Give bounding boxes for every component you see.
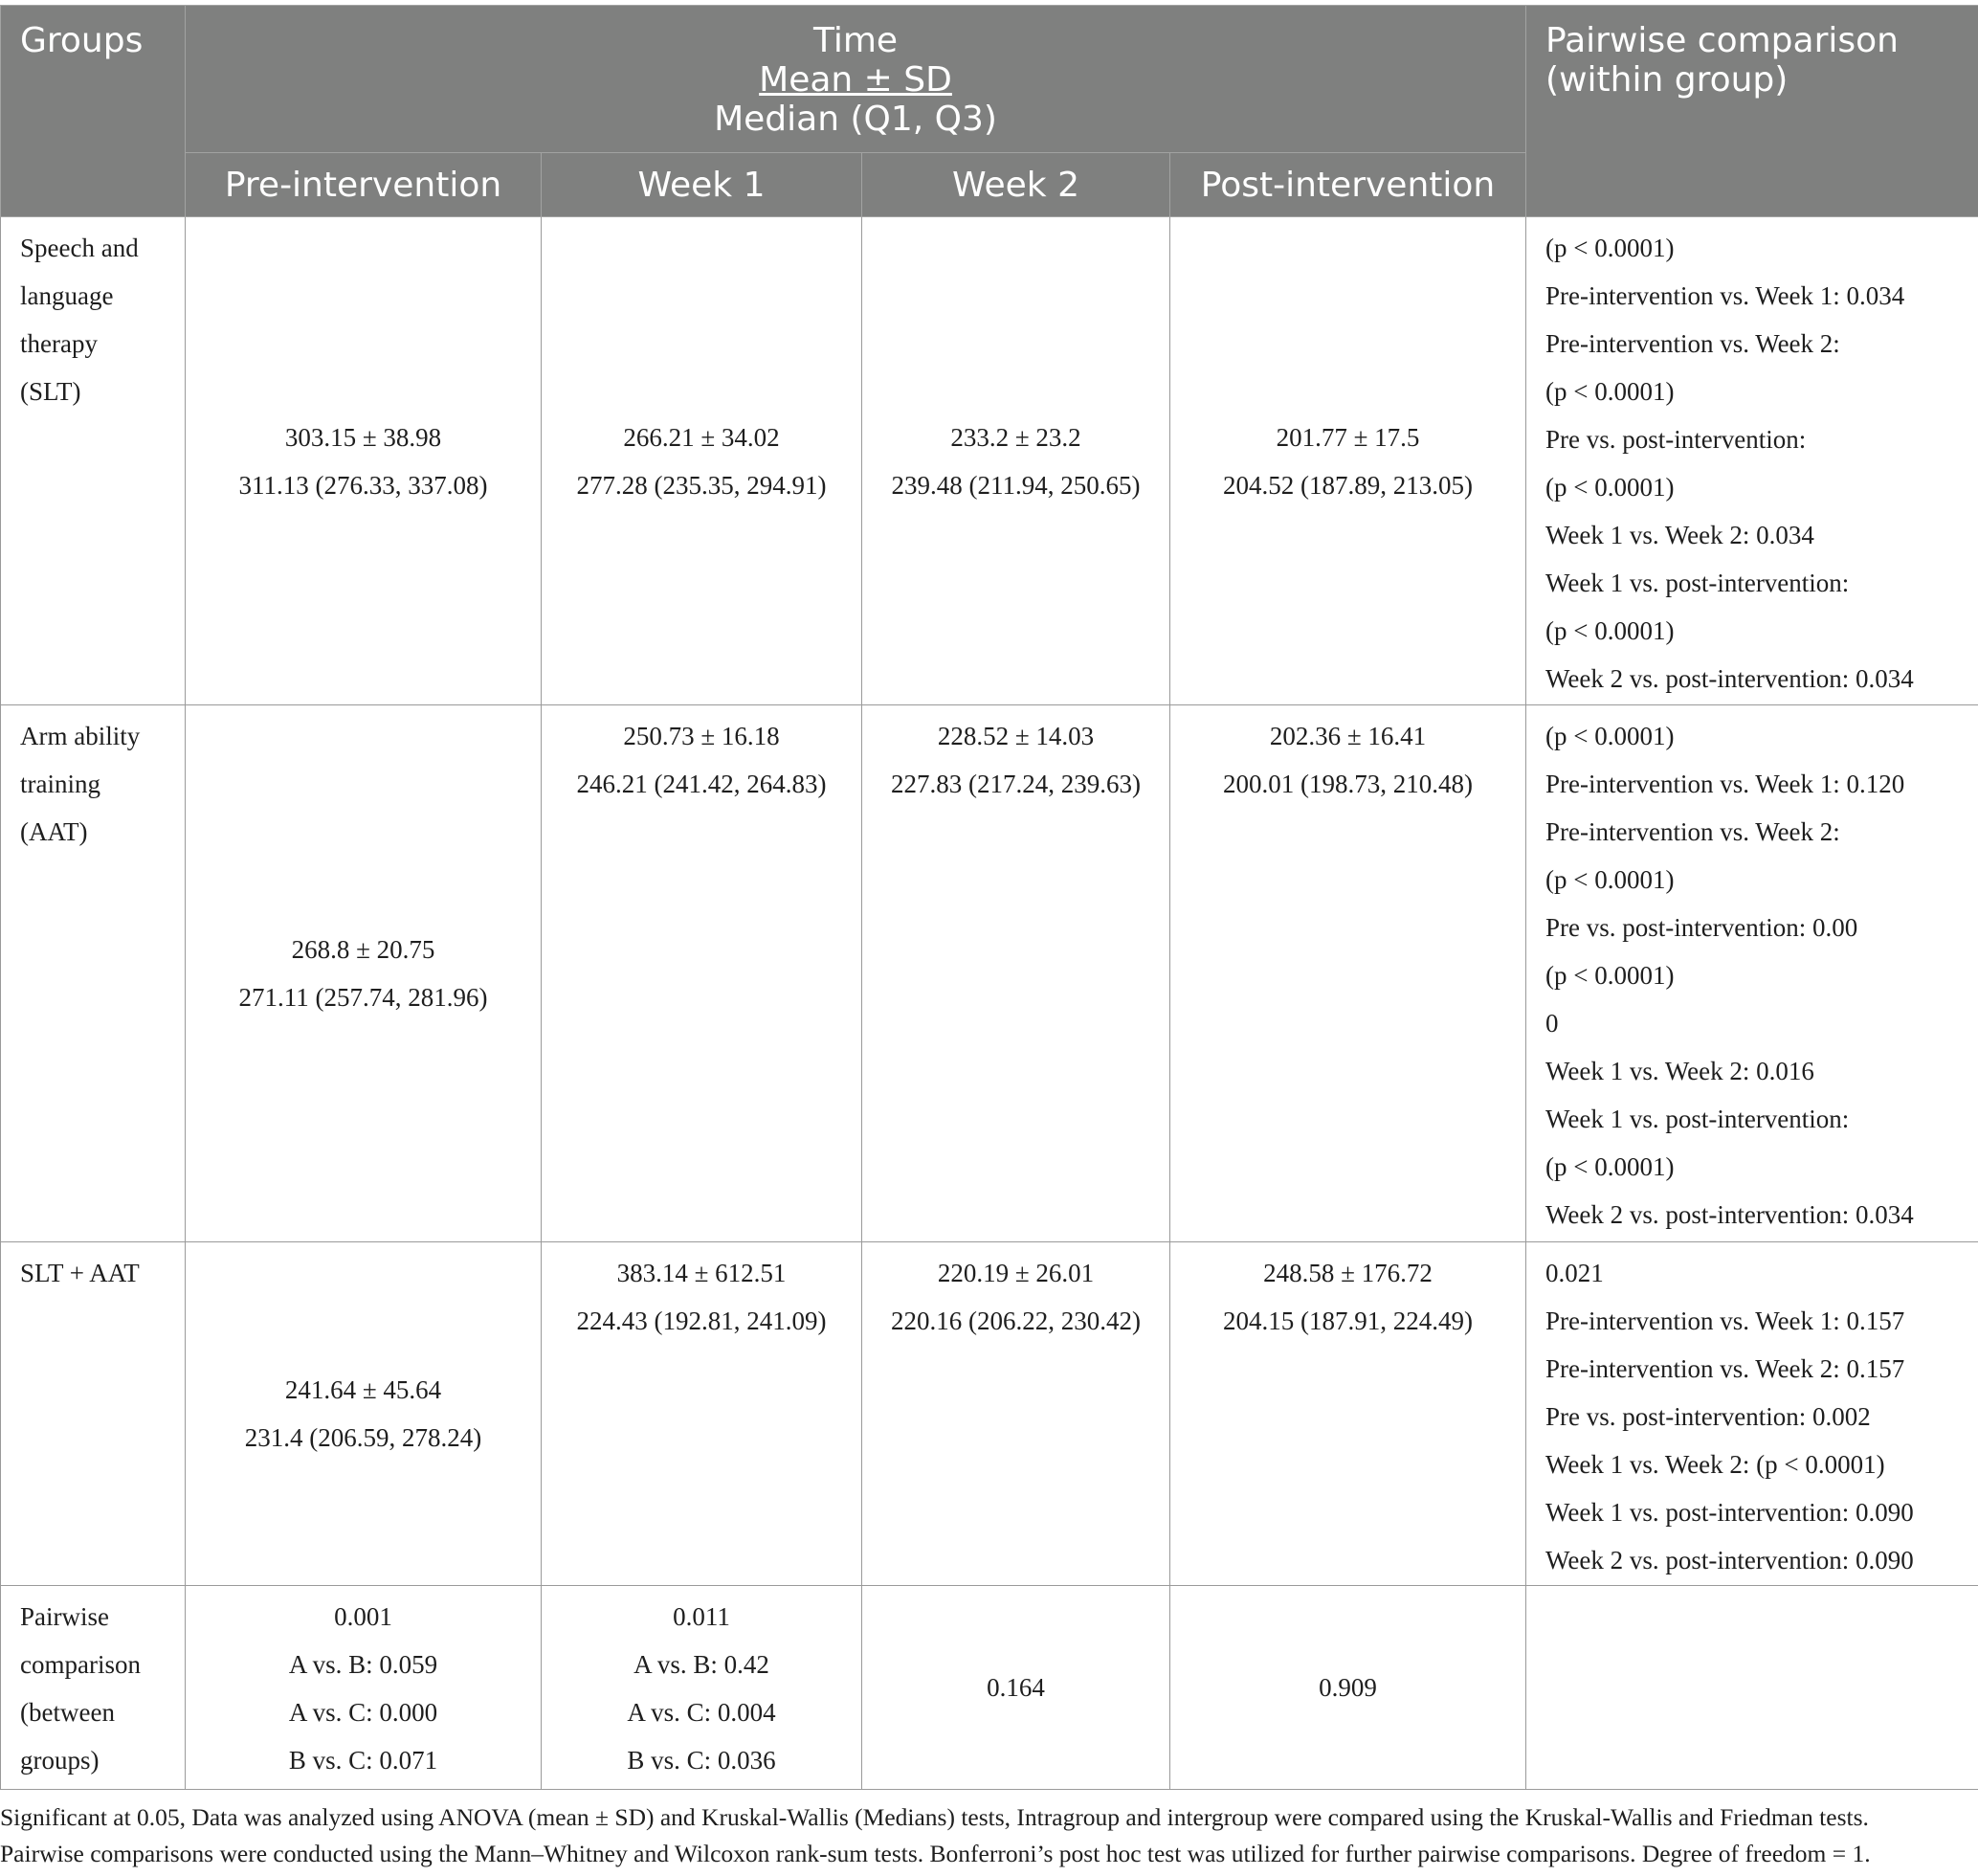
median-iqr: 271.11 (257.74, 281.96) xyxy=(238,983,488,1012)
post-intervention-value xyxy=(1170,217,1526,705)
footnote-line: Pairwise comparisons were conducted using the Mann–Whitney and Wilcoxon rank-sum tests. Bonferroni’s post hoc test was utilized for further pairwise comparisons. Degree of freedom = 1. xyxy=(0,1840,1871,1867)
post-intervention-between xyxy=(1170,1586,1526,1790)
mean-sd: 220.19 ± 26.01 xyxy=(937,1259,1095,1287)
group-label-line: Pairwise xyxy=(20,1602,109,1631)
between-line: 0.909 xyxy=(1319,1673,1377,1702)
results-table xyxy=(0,5,1978,1790)
mean-sd: 268.8 ± 20.75 xyxy=(291,935,435,964)
between-line: 0.164 xyxy=(987,1673,1045,1702)
pairwise-line: (p < 0.0001) xyxy=(1545,616,1675,645)
pairwise-line: Pre vs. post-intervention: xyxy=(1545,425,1807,454)
mean-sd: 248.58 ± 176.72 xyxy=(1263,1259,1433,1287)
group-label-line: (AAT) xyxy=(20,817,88,846)
median-iqr: 311.13 (276.33, 337.08) xyxy=(238,470,488,500)
between-line: B vs. C: 0.036 xyxy=(627,1746,776,1775)
pairwise-within-cell xyxy=(1526,705,1978,1242)
table-row-slt-aat xyxy=(1,1242,1978,1586)
week-2-value xyxy=(862,1242,1170,1586)
week-2-value xyxy=(862,705,1170,1242)
pairwise-line: 0.021 xyxy=(1545,1259,1604,1287)
pairwise-line: Pre vs. post-intervention: 0.00 xyxy=(1545,913,1858,942)
week-2-value xyxy=(862,217,1170,705)
week-1-value xyxy=(542,705,862,1242)
median-iqr: 200.01 (198.73, 210.48) xyxy=(1223,770,1473,798)
pairwise-line: Week 2 vs. post-intervention: 0.090 xyxy=(1545,1546,1914,1574)
mean-sd: 383.14 ± 612.51 xyxy=(616,1259,787,1287)
median-iqr: 227.83 (217.24, 239.63) xyxy=(891,770,1141,798)
median-iqr: 204.15 (187.91, 224.49) xyxy=(1223,1306,1473,1335)
time-header-mean-sd: Mean ± SD xyxy=(759,60,952,100)
week-2-between xyxy=(862,1586,1170,1790)
group-label-line: therapy xyxy=(20,329,98,358)
mean-sd: 202.36 ± 16.41 xyxy=(1269,722,1427,750)
mean-sd: 241.64 ± 45.64 xyxy=(284,1375,442,1404)
pairwise-line: Pre-intervention vs. Week 2: xyxy=(1545,817,1840,846)
group-label xyxy=(1,705,186,1242)
pairwise-line: (p < 0.0001) xyxy=(1545,865,1675,894)
time-header xyxy=(186,6,1526,153)
col-header-post-intervention: Post-intervention xyxy=(1170,153,1526,217)
group-label-line: (between xyxy=(20,1698,115,1727)
pairwise-line: Week 2 vs. post-intervention: 0.034 xyxy=(1545,1200,1914,1229)
median-iqr: 204.52 (187.89, 213.05) xyxy=(1223,470,1473,500)
pairwise-line: Week 1 vs. post-intervention: xyxy=(1545,569,1850,597)
footnote-line: Significant at 0.05, Data was analyzed using ANOVA (mean ± SD) and Kruskal-Wallis (Medians) tests, Intragroup and intergroup were compared using the Kruskal-Wallis and Friedman tests. xyxy=(0,1803,1869,1831)
pre-intervention-value xyxy=(186,1242,542,1586)
post-intervention-value xyxy=(1170,705,1526,1242)
between-line: A vs. C: 0.000 xyxy=(288,1698,438,1727)
between-line: A vs. C: 0.004 xyxy=(627,1698,776,1727)
between-line: A vs. B: 0.059 xyxy=(288,1650,438,1679)
group-label xyxy=(1,217,186,705)
groups-header: Groups xyxy=(1,6,186,217)
median-iqr: 224.43 (192.81, 241.09) xyxy=(576,1306,827,1335)
mean-sd: 303.15 ± 38.98 xyxy=(284,422,442,452)
pairwise-line: Week 1 vs. Week 2: (p < 0.0001) xyxy=(1545,1450,1885,1479)
table-row-aat xyxy=(1,705,1978,1242)
pre-intervention-value xyxy=(186,217,542,705)
pairwise-line: (p < 0.0001) xyxy=(1545,234,1675,262)
group-label-line: Arm ability xyxy=(20,722,141,750)
pairwise-line: Week 1 vs. Week 2: 0.016 xyxy=(1545,1057,1814,1085)
group-label-line: (SLT) xyxy=(20,377,81,406)
mean-sd: 266.21 ± 34.02 xyxy=(623,422,780,452)
median-iqr: 220.16 (206.22, 230.42) xyxy=(891,1306,1141,1335)
median-iqr: 246.21 (241.42, 264.83) xyxy=(576,770,827,798)
table-footnote xyxy=(0,1799,1978,1872)
pairwise-within-cell xyxy=(1526,217,1978,705)
median-iqr: 277.28 (235.35, 294.91) xyxy=(576,470,827,500)
time-header-title: Time xyxy=(812,21,899,60)
median-iqr: 231.4 (206.59, 278.24) xyxy=(244,1423,482,1452)
pairwise-line: (p < 0.0001) xyxy=(1545,377,1675,406)
pairwise-line: Pre-intervention vs. Week 1: 0.120 xyxy=(1545,770,1905,798)
week-1-value xyxy=(542,217,862,705)
between-line: A vs. B: 0.42 xyxy=(633,1650,769,1679)
pairwise-line: (p < 0.0001) xyxy=(1545,722,1675,750)
group-label-line: Speech and xyxy=(20,234,139,262)
between-line: 0.001 xyxy=(334,1602,392,1631)
time-header-median: Median (Q1, Q3) xyxy=(714,100,997,139)
table-header xyxy=(1,6,1978,217)
col-header-week-2: Week 2 xyxy=(862,153,1170,217)
pairwise-line: 0 xyxy=(1545,1009,1559,1038)
pairwise-line: (p < 0.0001) xyxy=(1545,961,1675,990)
pairwise-line: Week 2 vs. post-intervention: 0.034 xyxy=(1545,664,1914,693)
post-intervention-value xyxy=(1170,1242,1526,1586)
pairwise-line: Pre-intervention vs. Week 2: 0.157 xyxy=(1545,1354,1905,1383)
pairwise-header-line: (within group) xyxy=(1545,60,1789,100)
pairwise-line: Pre-intervention vs. Week 2: xyxy=(1545,329,1840,358)
between-line: B vs. C: 0.071 xyxy=(288,1746,438,1775)
pairwise-line: Week 1 vs. Week 2: 0.034 xyxy=(1545,521,1814,549)
median-iqr: 239.48 (211.94, 250.65) xyxy=(891,470,1141,500)
pairwise-header-line: Pairwise comparison xyxy=(1545,21,1899,60)
mean-sd: 201.77 ± 17.5 xyxy=(1276,422,1420,452)
group-label-line: language xyxy=(20,281,114,310)
pairwise-within-empty-cell xyxy=(1526,1586,1978,1790)
col-header-pre-intervention: Pre-intervention xyxy=(186,153,542,217)
pairwise-line: Week 1 vs. post-intervention: xyxy=(1545,1105,1850,1133)
between-line: 0.011 xyxy=(673,1602,730,1631)
pairwise-within-header xyxy=(1526,6,1978,217)
mean-sd: 233.2 ± 23.2 xyxy=(950,422,1081,452)
group-label-line: comparison xyxy=(20,1650,141,1679)
table-row-slt xyxy=(1,217,1978,705)
pairwise-within-cell xyxy=(1526,1242,1978,1586)
pairwise-line: (p < 0.0001) xyxy=(1545,1152,1675,1181)
group-label xyxy=(1,1586,186,1790)
week-1-value xyxy=(542,1242,862,1586)
col-header-week-1: Week 1 xyxy=(542,153,862,217)
pairwise-line: Pre-intervention vs. Week 1: 0.157 xyxy=(1545,1306,1905,1335)
group-label-line: training xyxy=(20,770,100,798)
pairwise-line: Pre-intervention vs. Week 1: 0.034 xyxy=(1545,281,1905,310)
group-label-line: groups) xyxy=(20,1746,100,1775)
week-1-between xyxy=(542,1586,862,1790)
group-label xyxy=(1,1242,186,1586)
pairwise-line: (p < 0.0001) xyxy=(1545,473,1675,502)
pre-intervention-between xyxy=(186,1586,542,1790)
group-label-line: SLT + AAT xyxy=(20,1259,140,1287)
table-row-between-groups xyxy=(1,1586,1978,1790)
pairwise-line: Week 1 vs. post-intervention: 0.090 xyxy=(1545,1498,1914,1527)
mean-sd: 250.73 ± 16.18 xyxy=(623,722,780,750)
pairwise-line: Pre vs. post-intervention: 0.002 xyxy=(1545,1402,1871,1431)
mean-sd: 228.52 ± 14.03 xyxy=(937,722,1095,750)
pre-intervention-value xyxy=(186,705,542,1242)
